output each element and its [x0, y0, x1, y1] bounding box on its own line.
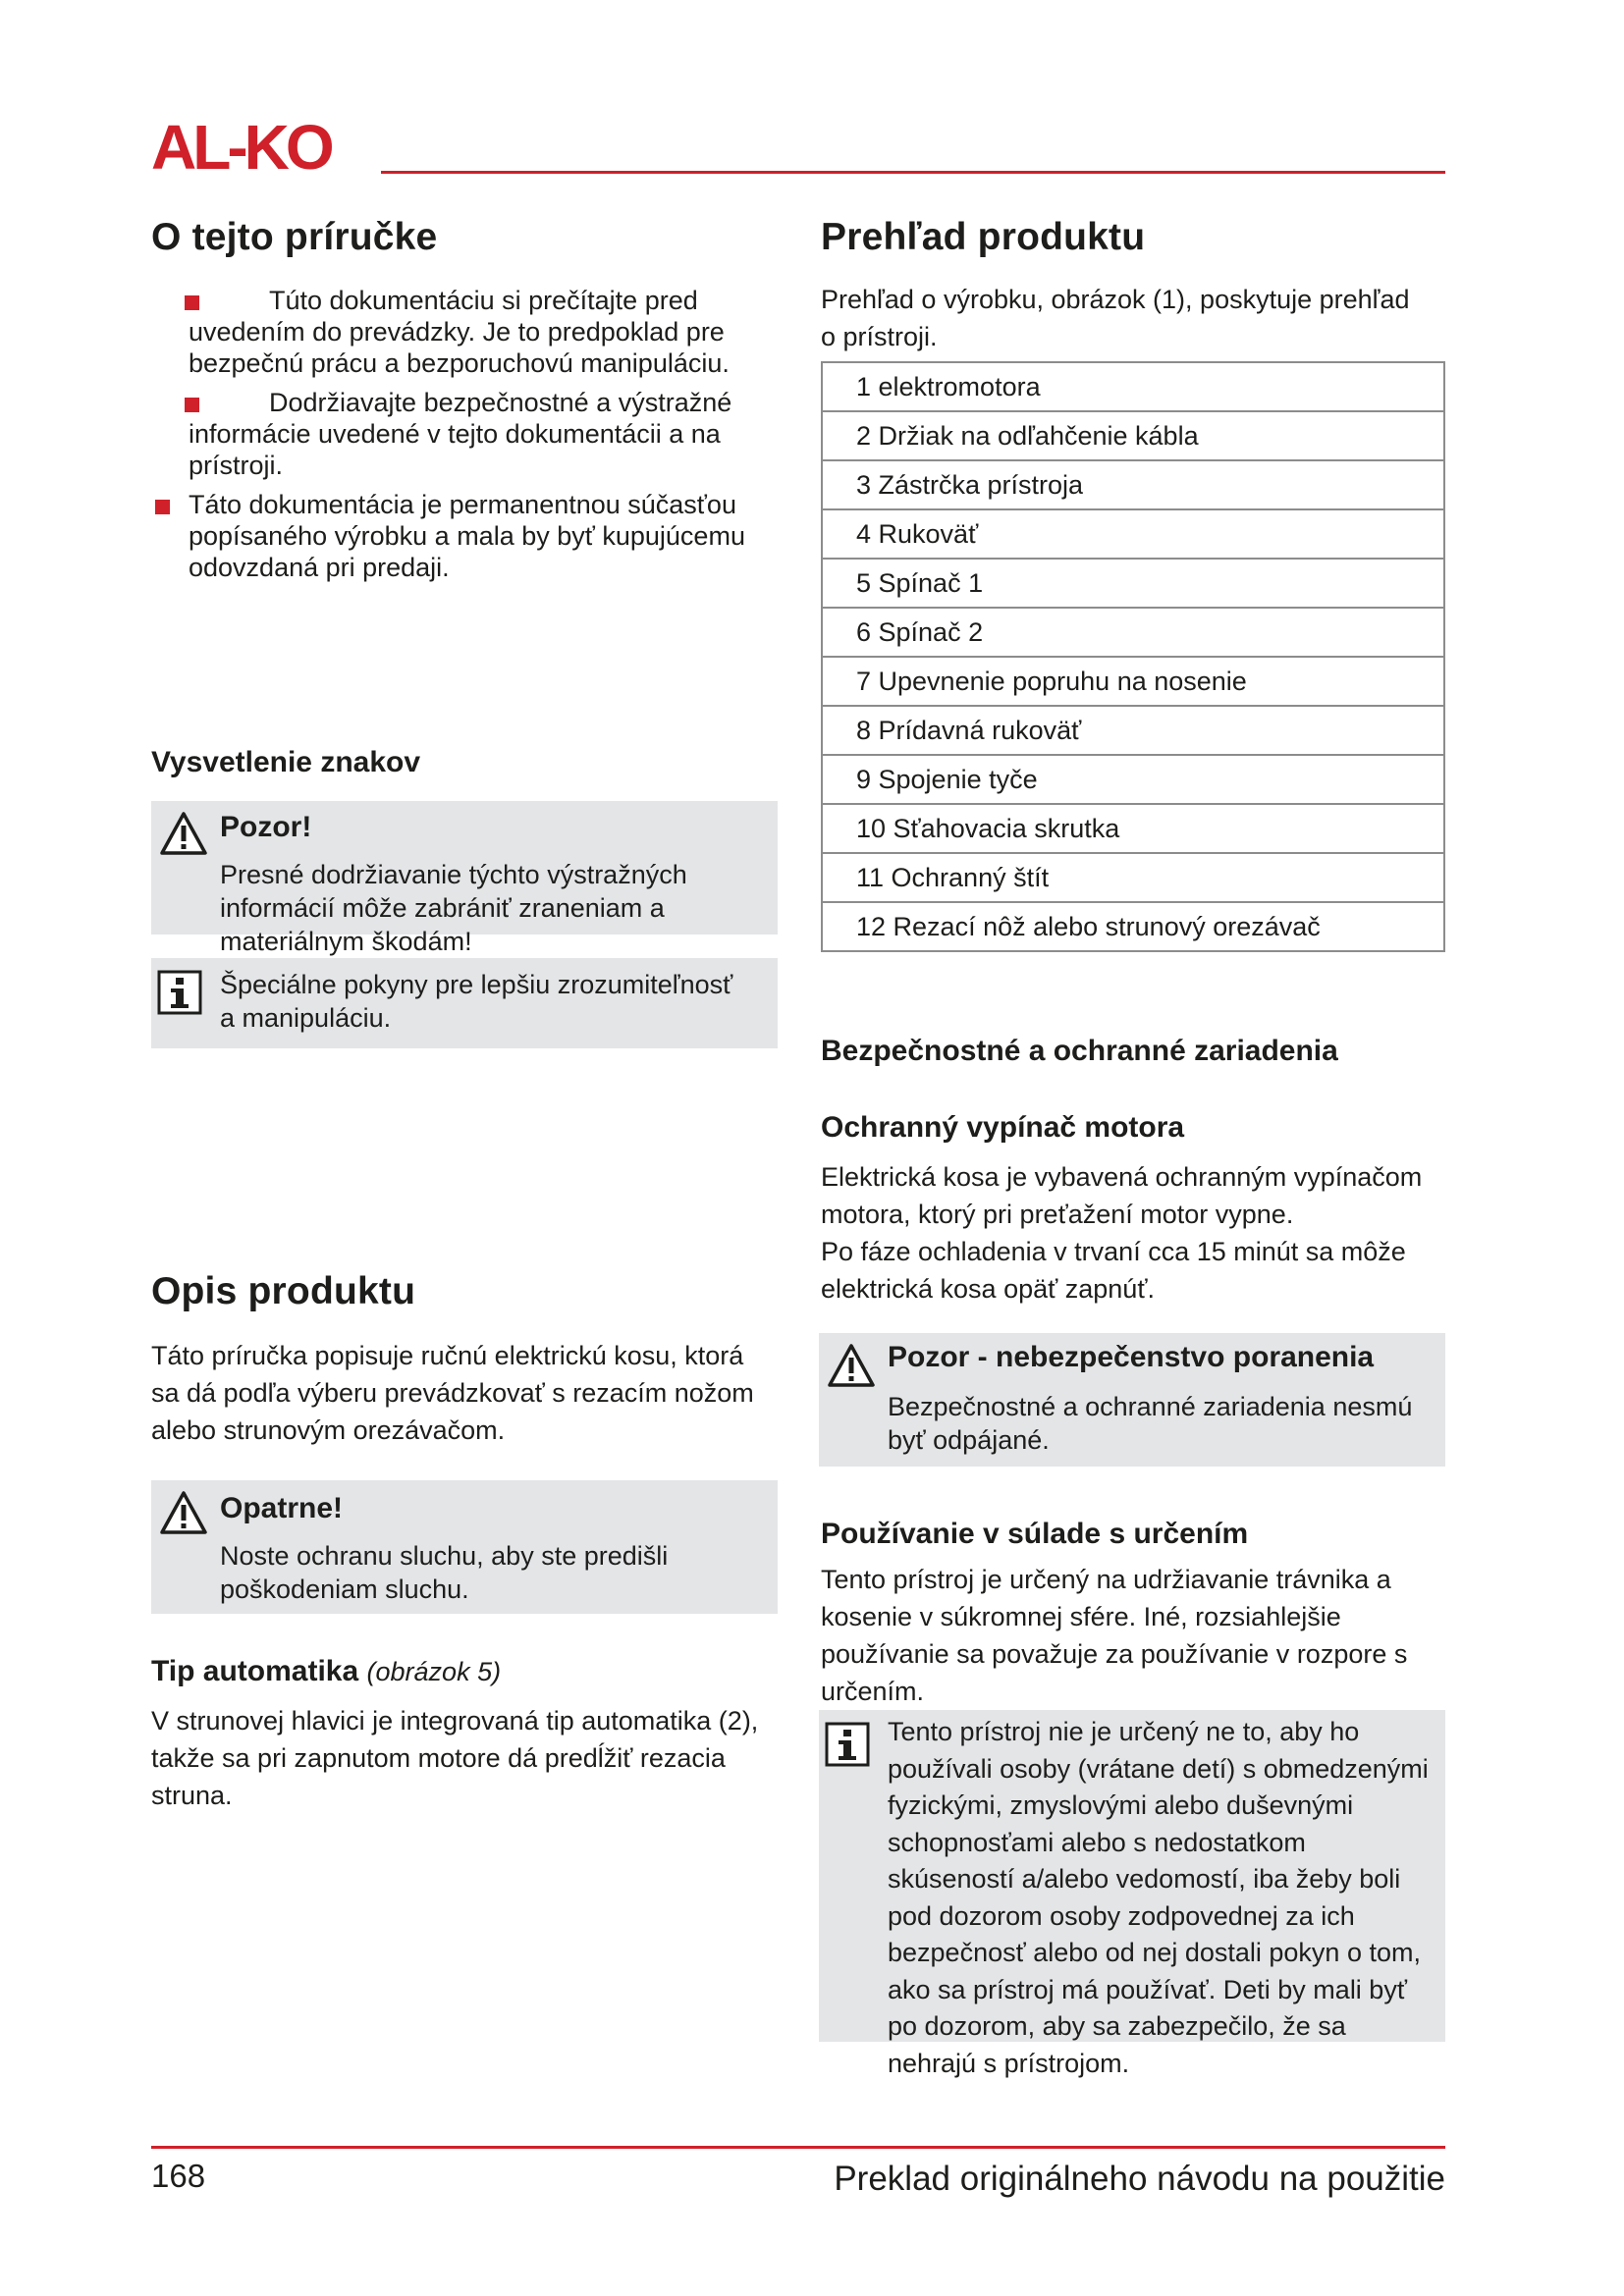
- table-row: 7 Upevnenie popruhu na nosenie: [822, 657, 1444, 706]
- warning-triangle-icon: [827, 1343, 876, 1388]
- tip-text: V strunovej hlavici je integrovaná tip automatika (2), takže sa pri zapnutom motore dá predĺžiť rezacia struna.: [151, 1706, 759, 1810]
- page-number: 168: [151, 2158, 206, 2194]
- warning-triangle-icon: [159, 811, 208, 856]
- caution-title: Opatrne!: [220, 1492, 344, 1524]
- danger-box: [819, 1333, 1445, 1467]
- warning-triangle-icon: [159, 1490, 208, 1535]
- list-item: Túto dokumentáciu si prečítajte pred uvedením do prevádzky. Je to predpoklad pre bezpečnú prácu a bezporuchovú manipuláciu.: [151, 285, 780, 379]
- motor-switch-text-2: Po fáze ochladenia v trvaní cca 15 minút sa môže elektrická kosa opäť zapnúť.: [821, 1237, 1406, 1304]
- info-icon: [825, 1722, 870, 1767]
- overview-title: Prehľad produktu: [821, 216, 1146, 258]
- warning-box: [151, 801, 778, 956]
- table-row: 10 Sťahovacia skrutka: [822, 804, 1444, 853]
- parts-table: [821, 361, 1445, 952]
- motor-switch-text-1: Elektrická kosa je vybavená ochranným vypínačom motora, ktorý pri preťažení motor vypne.: [821, 1162, 1423, 1229]
- table-row: 5 Spínač 1: [822, 559, 1444, 608]
- footer-rule: [151, 2146, 1445, 2149]
- footer-title: Preklad originálneho návodu na použitie: [834, 2160, 1445, 2198]
- list-item: Dodržiavajte bezpečnostné a výstražné informácie uvedené v tejto dokumentácii a na prístroji.: [151, 387, 780, 481]
- caution-text: Noste ochranu sluchu, aby ste predišli poškodeniam sluchu.: [220, 1541, 669, 1604]
- info-icon: [157, 970, 202, 1015]
- table-row: 11 Ochranný štít: [822, 853, 1444, 902]
- table-row: 12 Rezací nôž alebo strunový orezávač: [822, 902, 1444, 951]
- warning-title: Pozor!: [220, 811, 312, 843]
- safety-title: Bezpečnostné a ochranné zariadenia: [821, 1035, 1338, 1067]
- overview-intro: Prehľad o výrobku, obrázok (1), poskytuje prehľad o prístroji.: [821, 285, 1410, 351]
- table-row: 6 Spínač 2: [822, 608, 1444, 657]
- warning-text: Presné dodržiavanie týchto výstražných informácií môže zabrániť zraneniam a materiálnym škodám!: [220, 860, 687, 956]
- table-row: 2 Držiak na odľahčenie kábla: [822, 411, 1444, 460]
- about-bullet-list: [151, 285, 780, 591]
- signs-title: Vysvetlenie znakov: [151, 746, 421, 778]
- table-row: 3 Zástrčka prístroja: [822, 460, 1444, 509]
- table-row: 4 Rukoväť: [822, 509, 1444, 559]
- alko-logo: [151, 116, 372, 177]
- danger-title: Pozor - nebezpečenstvo poranenia: [888, 1341, 1375, 1373]
- info-text: Špeciálne pokyny pre lepšiu zrozumiteľnosť a manipuláciu.: [220, 970, 733, 1033]
- list-item: Táto dokumentácia je permanentnou súčasťou popísaného výrobku a mala by byť kupujúcemu odovzdaná pri predaji.: [151, 489, 780, 583]
- tip-figure-ref: (obrázok 5): [366, 1657, 502, 1686]
- table-row: 8 Prídavná rukoväť: [822, 706, 1444, 755]
- info-box: [151, 958, 778, 1048]
- about-title: O tejto príručke: [151, 216, 438, 258]
- bullet-square-icon: [185, 295, 199, 310]
- description-text: Táto príručka popisuje ručnú elektrickú kosu, ktorá sa dá podľa výberu prevádzkovať s rezacím nožom alebo strunovým orezávačom.: [151, 1341, 754, 1445]
- header-rule: [381, 171, 1445, 174]
- intended-use-info-text: Tento prístroj nie je určený ne to, aby ho používali osoby (vrátane detí) s obmedzenými fyzickými, zmyslovými alebo duševnými schopnosťami alebo s nedostatkom skúseností a/alebo vedomostí, iba žeby boli pod dozorom osoby zodpovednej za ich bezpečnosť alebo od nej dostali pokyn o tom, ako sa prístroj má používať. Deti by mali byť po dozorom, aby sa zabezpečilo, že sa nehrajú s prístrojom.: [888, 1717, 1429, 2078]
- caution-box: [151, 1480, 778, 1614]
- intended-use-text: Tento prístroj je určený na udržiavanie trávnika a kosenie v súkromnej sfére. Iné, rozsiahlejšie používanie sa považuje za používanie v rozpore s určením.: [821, 1565, 1408, 1706]
- motor-switch-title: Ochranný vypínač motora: [821, 1111, 1185, 1144]
- tip-title: Tip automatika (obrázok 5): [151, 1655, 502, 1687]
- bullet-square-icon: [185, 398, 199, 412]
- description-title: Opis produktu: [151, 1270, 416, 1312]
- intended-use-info-box: [819, 1710, 1445, 2078]
- bullet-square-icon: [155, 500, 170, 514]
- intended-use-title: Používanie v súlade s určením: [821, 1518, 1249, 1550]
- table-row: 1 elektromotora: [822, 362, 1444, 411]
- svg-text:AL-KO: AL-KO: [151, 116, 331, 177]
- danger-text: Bezpečnostné a ochranné zariadenia nesmú byť odpájané.: [888, 1392, 1413, 1455]
- table-row: 9 Spojenie tyče: [822, 755, 1444, 804]
